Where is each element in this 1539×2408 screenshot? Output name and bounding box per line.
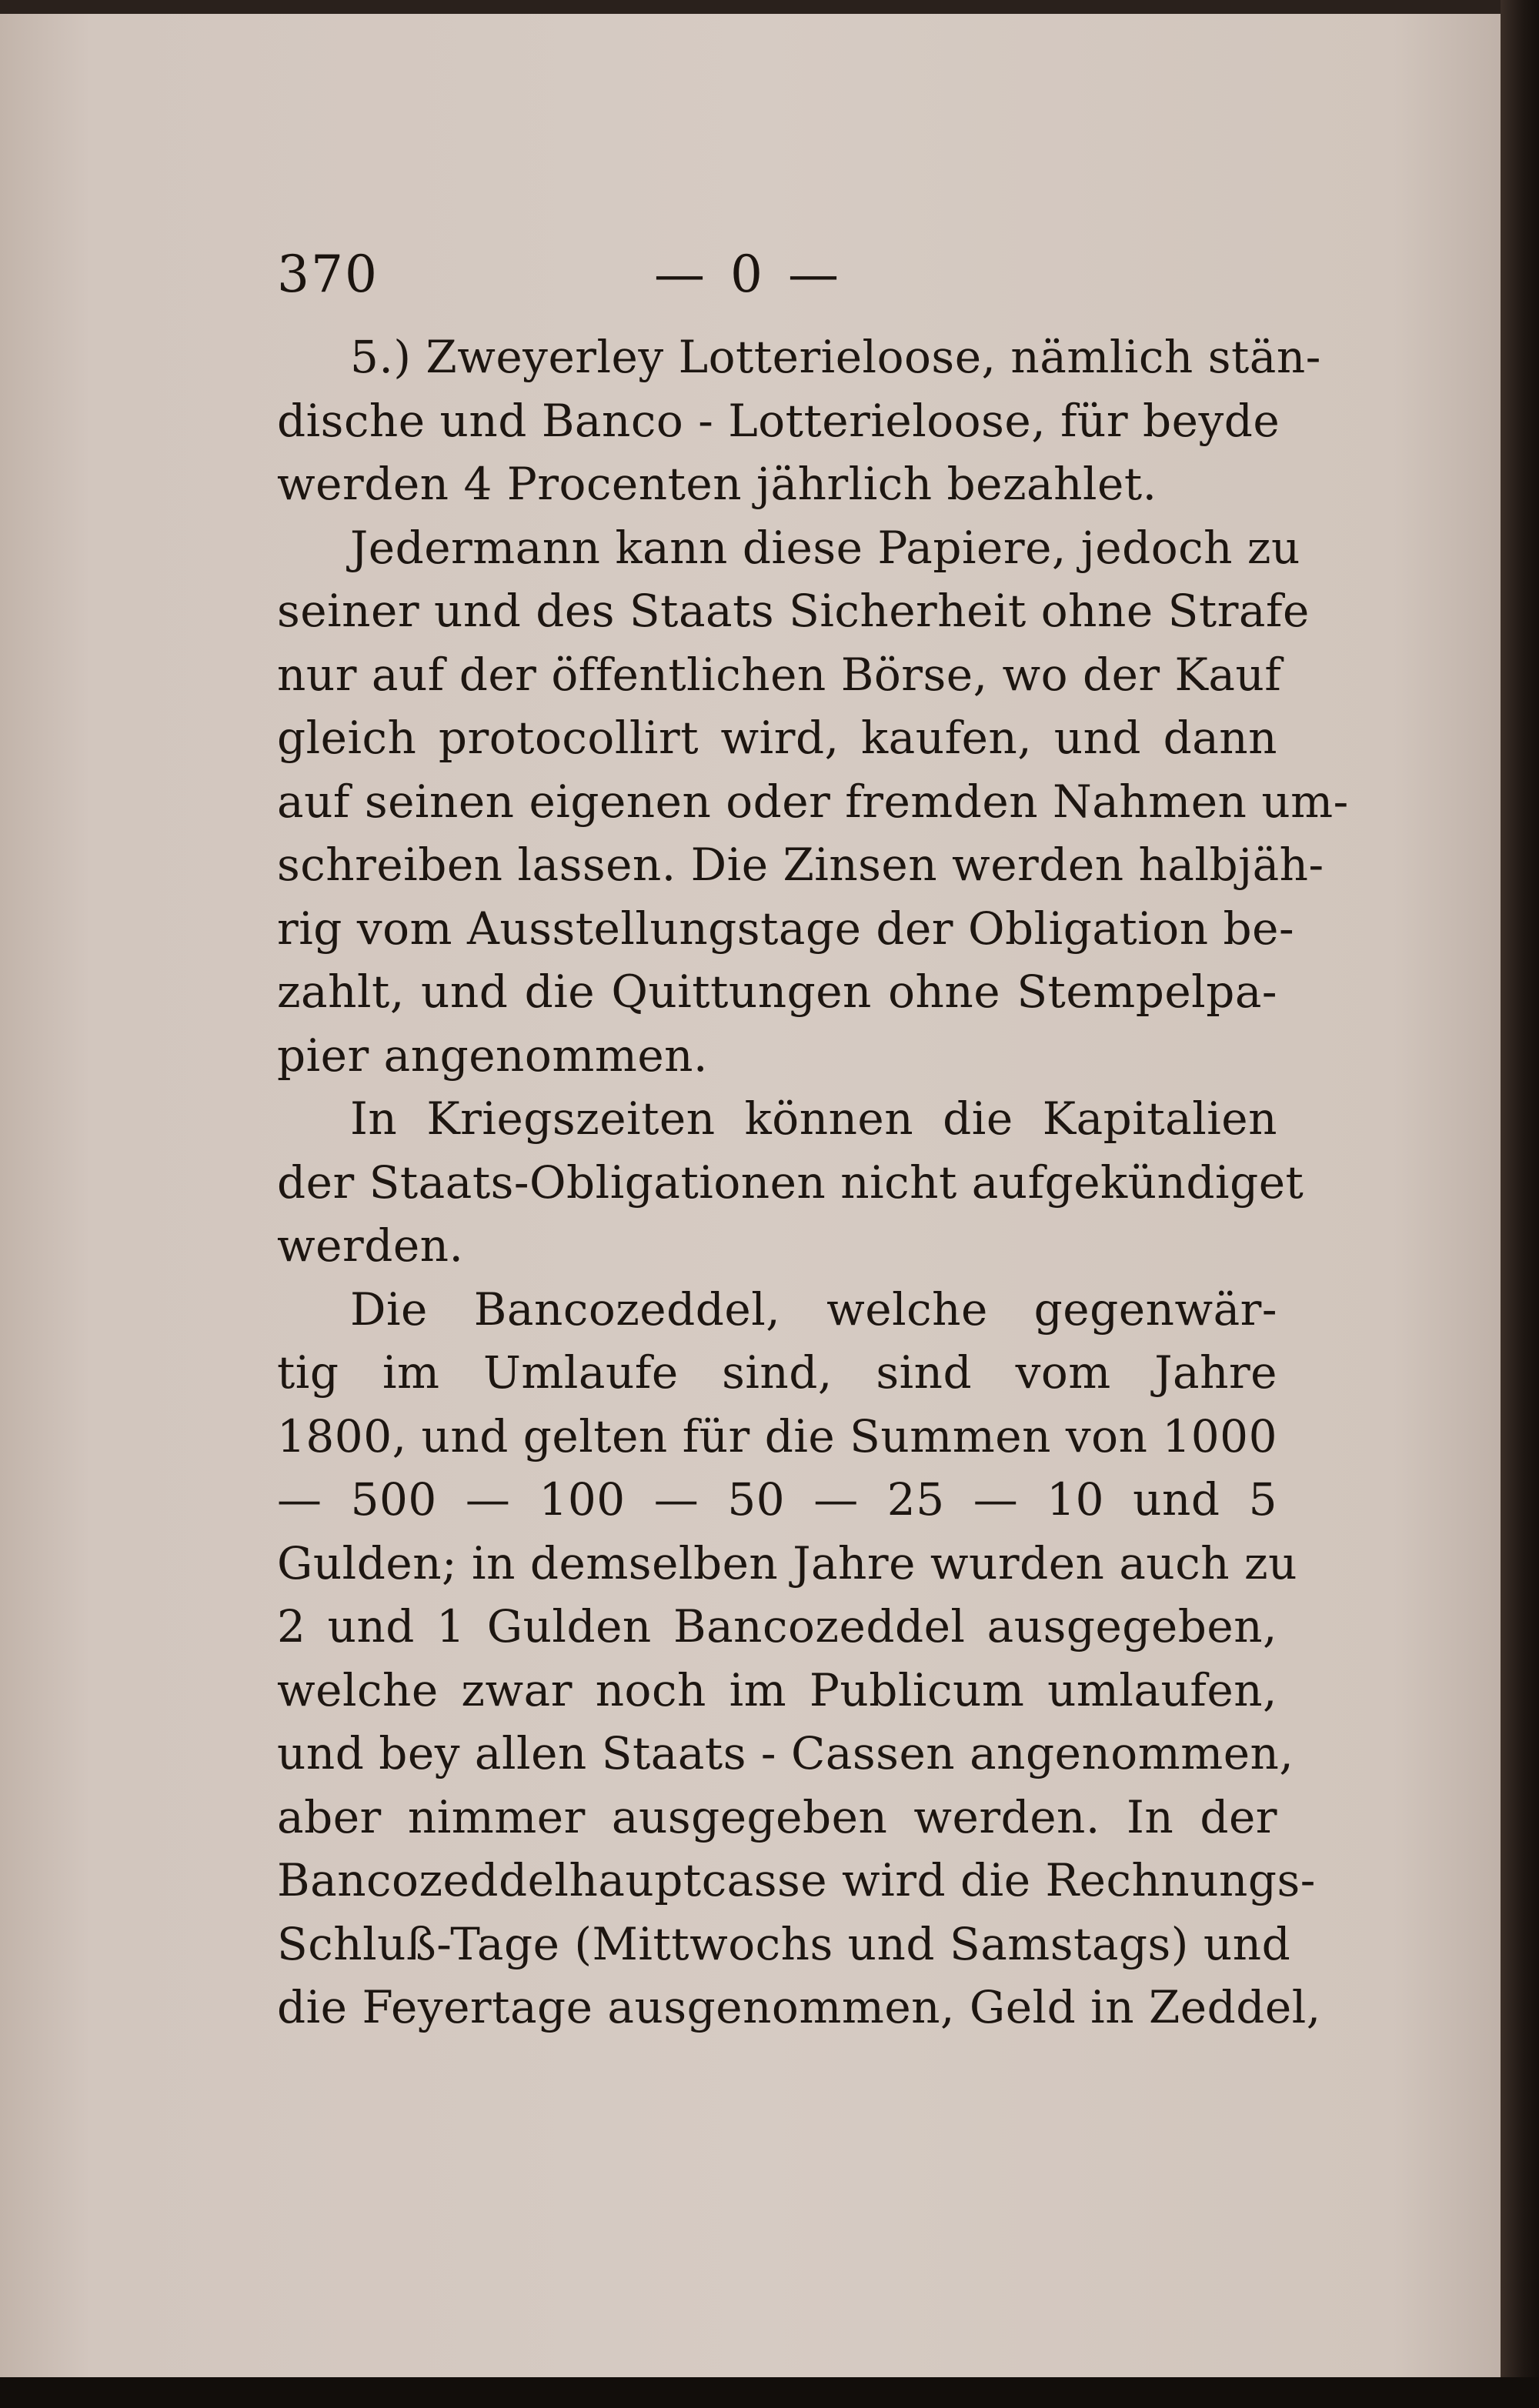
text-line: die Feyertage ausgenommen, Geld in Zeddel, xyxy=(277,1981,1321,2033)
text-line: Bancozeddelhauptcasse wird die Rechnungs- xyxy=(277,1854,1316,1906)
text-line: Jedermann kann diese Papiere, jedoch zu xyxy=(350,521,1300,574)
text-line: rig vom Ausstellungstage der Obligation be- xyxy=(277,902,1295,955)
text-line: 1800, und gelten für die Summen von 1000 xyxy=(277,1409,1277,1462)
text-line: tig im Umlaufe sind, sind vom Jahre xyxy=(277,1346,1277,1399)
text-line: dische und Banco - Lotterieloose, für beyde xyxy=(277,394,1280,447)
text-line: Die Bancozeddel, welche gegenwär- xyxy=(350,1282,1277,1336)
text-line: 2 und 1 Gulden Bancozeddel ausgegeben, xyxy=(277,1600,1277,1653)
text-line: seiner und des Staats Sicherheit ohne Strafe xyxy=(277,585,1310,637)
text-line: und bey allen Staats - Cassen angenommen, xyxy=(277,1727,1294,1779)
text-line: der Staats-Obligationen nicht aufgekündiget xyxy=(277,1156,1304,1209)
text-line: welche zwar noch im Publicum umlaufen, xyxy=(277,1663,1277,1716)
text-line: Gulden; in demselben Jahre wurden auch zu xyxy=(277,1536,1297,1589)
book-edge-shadow xyxy=(1501,0,1539,2408)
text-line: werden 4 Procenten jährlich bezahlet. xyxy=(277,458,1157,510)
body-text xyxy=(277,325,1349,2039)
text-line: schreiben lassen. Die Zinsen werden halbjäh- xyxy=(277,839,1324,891)
text-line: auf seinen eigenen oder fremden Nahmen um- xyxy=(277,775,1349,828)
text-line: 5.) Zweyerley Lotterieloose, nämlich stän- xyxy=(350,331,1321,383)
text-line: In Kriegszeiten können die Kapitalien xyxy=(350,1092,1277,1145)
text-line: zahlt, und die Quittungen ohne Stempelpa- xyxy=(277,966,1277,1018)
running-head: — 0 — xyxy=(654,245,843,304)
bottom-edge-shadow xyxy=(0,2377,1539,2408)
text-line: werden. xyxy=(277,1219,464,1272)
page-header xyxy=(277,245,1277,306)
text-line: Schluß-Tage (Mittwochs und Samstags) und xyxy=(277,1917,1291,1970)
text-line: nur auf der öffentlichen Börse, wo der Kauf xyxy=(277,648,1282,701)
text-line: pier angenommen. xyxy=(277,1029,708,1082)
page-number: 370 xyxy=(277,245,379,304)
text-line: — 500 — 100 — 50 — 25 — 10 und 5 xyxy=(277,1473,1277,1526)
text-line: aber nimmer ausgegeben werden. In der xyxy=(277,1790,1277,1843)
text-line: gleich protocollirt wird, kaufen, und dann xyxy=(277,712,1277,764)
